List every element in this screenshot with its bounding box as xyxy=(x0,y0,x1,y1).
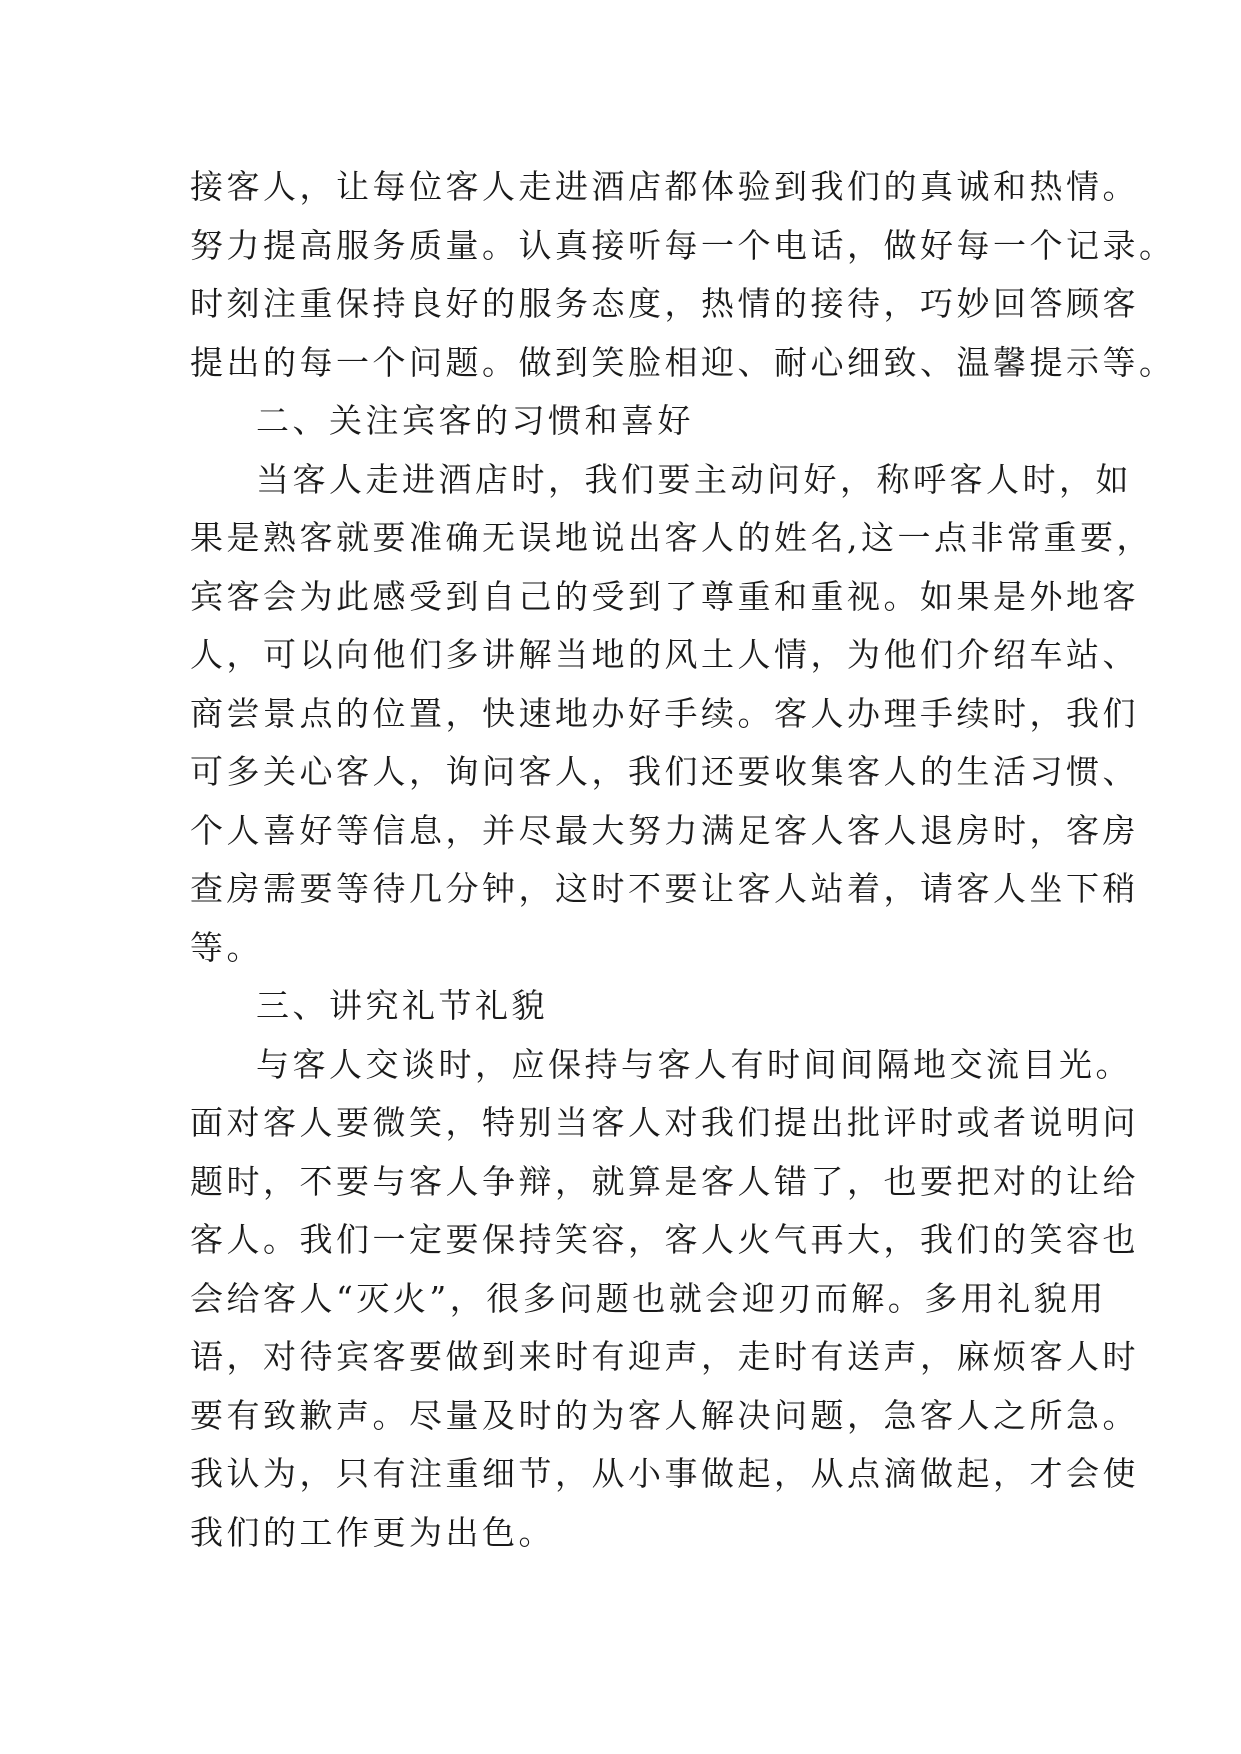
paragraph-line: 人，可以向他们多讲解当地的风土人情，为他们介绍车站、 xyxy=(190,635,1139,674)
paragraph-line: 我们的工作更为出色。 xyxy=(190,1512,555,1552)
paragraph-line: 要有致歉声。尽量及时的为客人解决问题，急客人之所急。 xyxy=(190,1395,1139,1435)
paragraph-line: 接客人，让每位客人走进酒店都体验到我们的真诚和热情。 xyxy=(190,167,1139,206)
paragraph-line: 提出的每一个问题。做到笑脸相迎、耐心细致、温馨提示等。 xyxy=(190,342,1176,382)
paragraph-line: 面对客人要微笑，特别当客人对我们提出批评时或者说明问 xyxy=(190,1103,1139,1142)
section-heading: 三、讲究礼节礼貌 xyxy=(256,986,548,1025)
paragraph-line: 努力提高服务质量。认真接听每一个电话，做好每一个记录。 xyxy=(190,225,1176,265)
paragraph-line: 果是熟客就要准确无误地说出客人的姓名,这一点非常重要， xyxy=(190,518,1153,557)
paragraph-line: 商尝景点的位置，快速地办好手续。客人办理手续时，我们 xyxy=(190,693,1139,733)
paragraph-line: 语，对待宾客要做到来时有迎声，走时有送声，麻烦客人时 xyxy=(190,1337,1139,1376)
paragraph-line: 宾客会为此感受到自己的受到了尊重和重视。如果是外地客 xyxy=(190,576,1139,616)
paragraph-line: 会给客人“灭火”，很多问题也就会迎刃而解。多用礼貌用 xyxy=(190,1278,1107,1318)
paragraph-line: 与客人交谈时，应保持与客人有时间间隔地交流目光。 xyxy=(256,1044,1132,1084)
paragraph-line: 等。 xyxy=(190,927,263,967)
section-heading: 二、关注宾客的习惯和喜好 xyxy=(256,401,694,440)
paragraph-line: 个人喜好等信息，并尽最大努力满足客人客人退房时，客房 xyxy=(190,810,1139,850)
paragraph-line: 我认为，只有注重细节，从小事做起，从点滴做起，才会使 xyxy=(190,1454,1139,1493)
paragraph-line: 可多关心客人，询问客人，我们还要收集客人的生活习惯、 xyxy=(190,752,1139,791)
document-body xyxy=(190,158,1176,1562)
paragraph-line: 查房需要等待几分钟，这时不要让客人站着，请客人坐下稍 xyxy=(190,869,1139,908)
paragraph-line: 客人。我们一定要保持笑容，客人火气再大，我们的笑容也 xyxy=(190,1220,1139,1259)
paragraph-line: 题时，不要与客人争辩，就算是客人错了，也要把对的让给 xyxy=(190,1161,1139,1201)
paragraph-line: 时刻注重保持良好的服务态度，热情的接待，巧妙回答顾客 xyxy=(190,284,1139,323)
paragraph-line: 当客人走进酒店时，我们要主动问好，称呼客人时，如 xyxy=(256,459,1132,499)
